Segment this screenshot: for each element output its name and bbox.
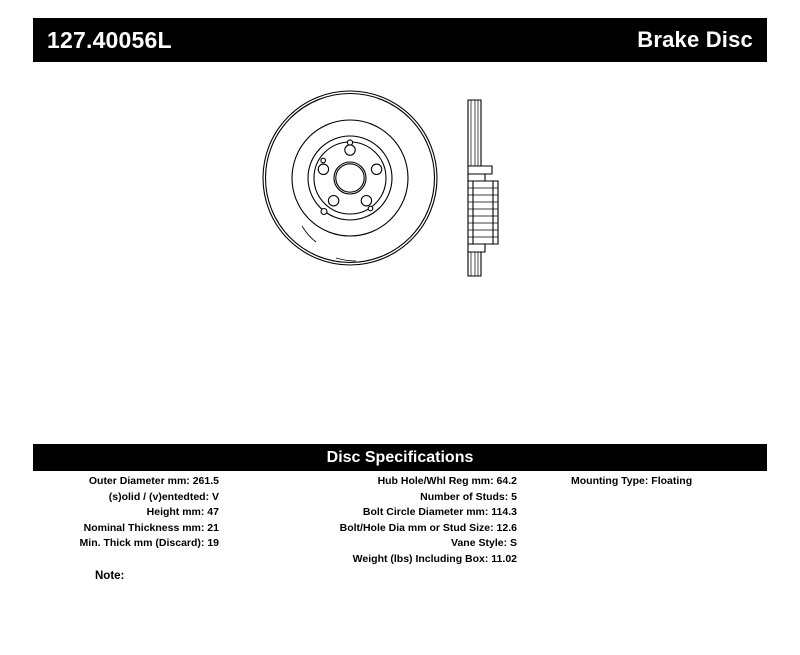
spec-column-left	[33, 474, 223, 568]
spec-item: Bolt/Hole Dia mm or Stud Size: 12.6	[339, 521, 517, 534]
part-number: 127.40056L	[47, 26, 172, 53]
spec-title-bar	[33, 444, 767, 471]
product-illustration	[240, 78, 560, 308]
spec-item: Mounting Type: Floating	[571, 475, 693, 487]
spec-item: Number of Studs: 5	[420, 490, 517, 503]
header-bar	[33, 18, 767, 62]
spec-item: Hub Hole/Whl Reg mm: 64.2	[377, 475, 517, 487]
spec-item: (s)olid / (v)entedted: V	[108, 490, 219, 503]
spec-item: Min. Thick mm (Discard): 19	[79, 537, 219, 550]
spec-column-middle	[223, 474, 523, 568]
specifications-table	[33, 474, 767, 568]
note-label: Note:	[95, 570, 125, 582]
spec-column-right	[523, 474, 767, 568]
spec-item: Weight (lbs) Including Box: 11.02	[352, 552, 517, 565]
spec-item: Vane Style: S	[451, 537, 517, 550]
spec-title: Disc Specifications	[326, 448, 474, 466]
spec-item: Outer Diameter mm: 261.5	[88, 475, 219, 487]
spec-item: Nominal Thickness mm: 21	[83, 521, 219, 534]
spec-item: Bolt Circle Diameter mm: 114.3	[362, 506, 517, 519]
brake-rotor-drawing-icon	[240, 78, 560, 308]
product-type-label: Brake Disc	[637, 27, 753, 52]
spec-item: Height mm: 47	[146, 506, 219, 519]
